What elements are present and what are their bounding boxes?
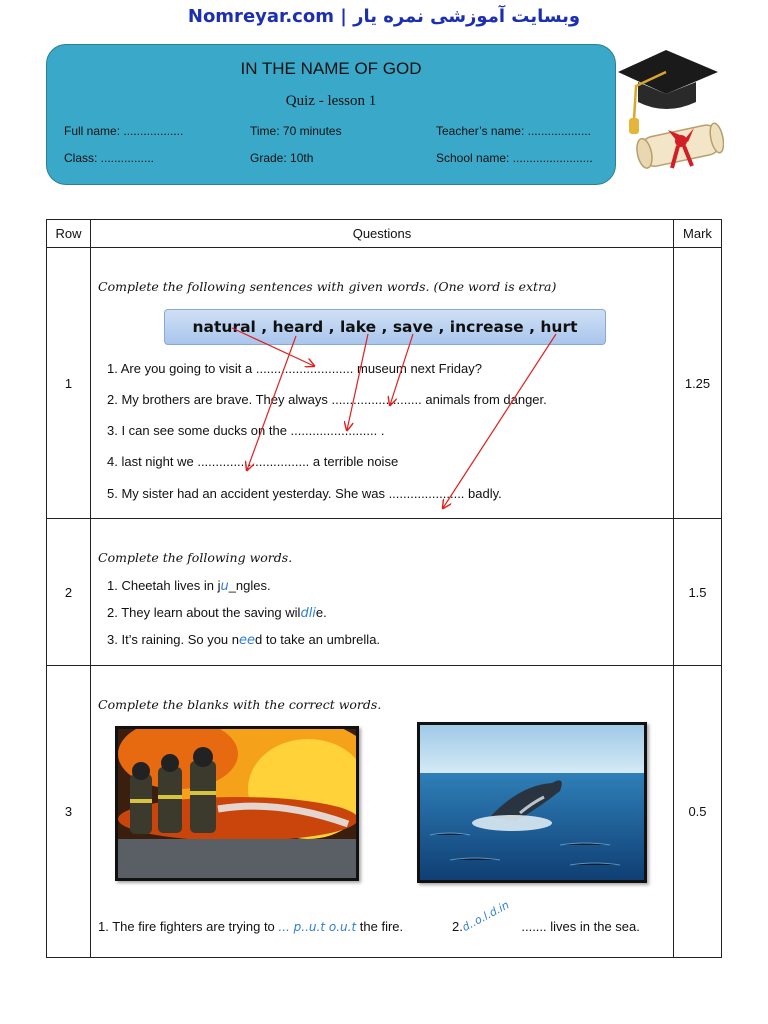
q3-question-cell xyxy=(91,666,674,958)
header-mark: Mark xyxy=(674,220,722,248)
q3-sentence-1-handwritten: ... p..u.t o.u.t xyxy=(278,920,357,934)
q3-sentence-2-handwritten: d..o.l.d.in xyxy=(460,898,512,934)
q3-sentence-1-text-a: 1. The fire fighters are trying to xyxy=(98,919,275,934)
q3-sentence-2 xyxy=(452,898,640,934)
time-field: Time: 70 minutes xyxy=(250,124,342,138)
class-field: Class: ................ xyxy=(64,151,155,165)
q2-row-number: 2 xyxy=(47,519,91,666)
q3-row-number: 3 xyxy=(47,666,91,958)
q3-sentence-2-text-b: ....... lives in the sea. xyxy=(521,919,640,934)
q1-sentence-3: 3. I can see some ducks on the ........................ . xyxy=(107,423,385,438)
q3-sentence-2-text-a: 2. xyxy=(452,919,463,934)
q1-sentence-1: 1. Are you going to visit a ........................... museum next Friday? xyxy=(107,361,482,376)
whale-photo xyxy=(417,722,647,883)
q2-question-cell xyxy=(91,519,674,666)
q3-instruction: Complete the blanks with the correct words. xyxy=(98,697,382,712)
q2-word-3 xyxy=(107,632,380,648)
q2-word-3-text-a: 3. It’s raining. So you n xyxy=(107,632,240,647)
q3-sentence-1 xyxy=(98,919,403,934)
header-title: IN THE NAME OF GOD xyxy=(240,59,422,78)
q1-instruction: Complete the following sentences with given words. (One word is extra) xyxy=(98,279,557,294)
quiz-table xyxy=(46,219,722,958)
q1-question-cell xyxy=(91,248,674,519)
q2-word-2 xyxy=(107,605,327,621)
q3-sentence-1-text-b: the fire. xyxy=(359,919,404,934)
teacher-name-field: Teacher’s name: ................... xyxy=(436,124,591,138)
q2-word-2-handwritten: dli xyxy=(300,606,316,621)
q2-word-1-handwritten: u xyxy=(220,579,229,594)
q1-sentence-2: 2. My brothers are brave. They always ......................... animals from danger. xyxy=(107,392,547,407)
q1-sentence-5: 5. My sister had an accident yesterday. She was ..................... badly. xyxy=(107,486,502,501)
q3-mark: 0.5 xyxy=(674,666,722,958)
firefighters-photo xyxy=(115,726,359,881)
full-name-field: Full name: .................. xyxy=(64,124,184,138)
graduation-cap-icon xyxy=(614,42,724,182)
header-row: Row xyxy=(47,220,91,248)
q1-sentence-4: 4. last night we ............................... a terrible noise xyxy=(107,454,399,469)
header-questions: Questions xyxy=(91,220,674,248)
q1-mark: 1.25 xyxy=(674,248,722,519)
site-banner: وبسایت آموزشی نمره یار | Nomreyar.com xyxy=(187,6,581,27)
q2-mark: 1.5 xyxy=(674,519,722,666)
quiz-header xyxy=(46,44,616,185)
q2-word-2-text-a: 2. They learn about the saving wil xyxy=(107,605,301,620)
q2-word-2-text-b: e. xyxy=(315,605,327,620)
school-name-field: School name: ........................ xyxy=(436,151,593,165)
q1-row-number: 1 xyxy=(47,248,91,519)
word-bank: natural , heard , lake , save , increase , hurt xyxy=(164,309,606,345)
header-subtitle: Quiz - lesson 1 xyxy=(285,93,377,109)
q2-word-3-text-b: d to take an umbrella. xyxy=(255,632,381,647)
q2-word-1-text-a: 1. Cheetah lives in j xyxy=(107,578,221,593)
grade-field: Grade: 10th xyxy=(250,151,314,165)
q2-word-1-text-b: _ngles. xyxy=(228,578,271,593)
q2-instruction: Complete the following words. xyxy=(98,550,293,565)
q2-word-3-handwritten: ee xyxy=(239,633,256,648)
q2-word-1 xyxy=(107,578,271,594)
